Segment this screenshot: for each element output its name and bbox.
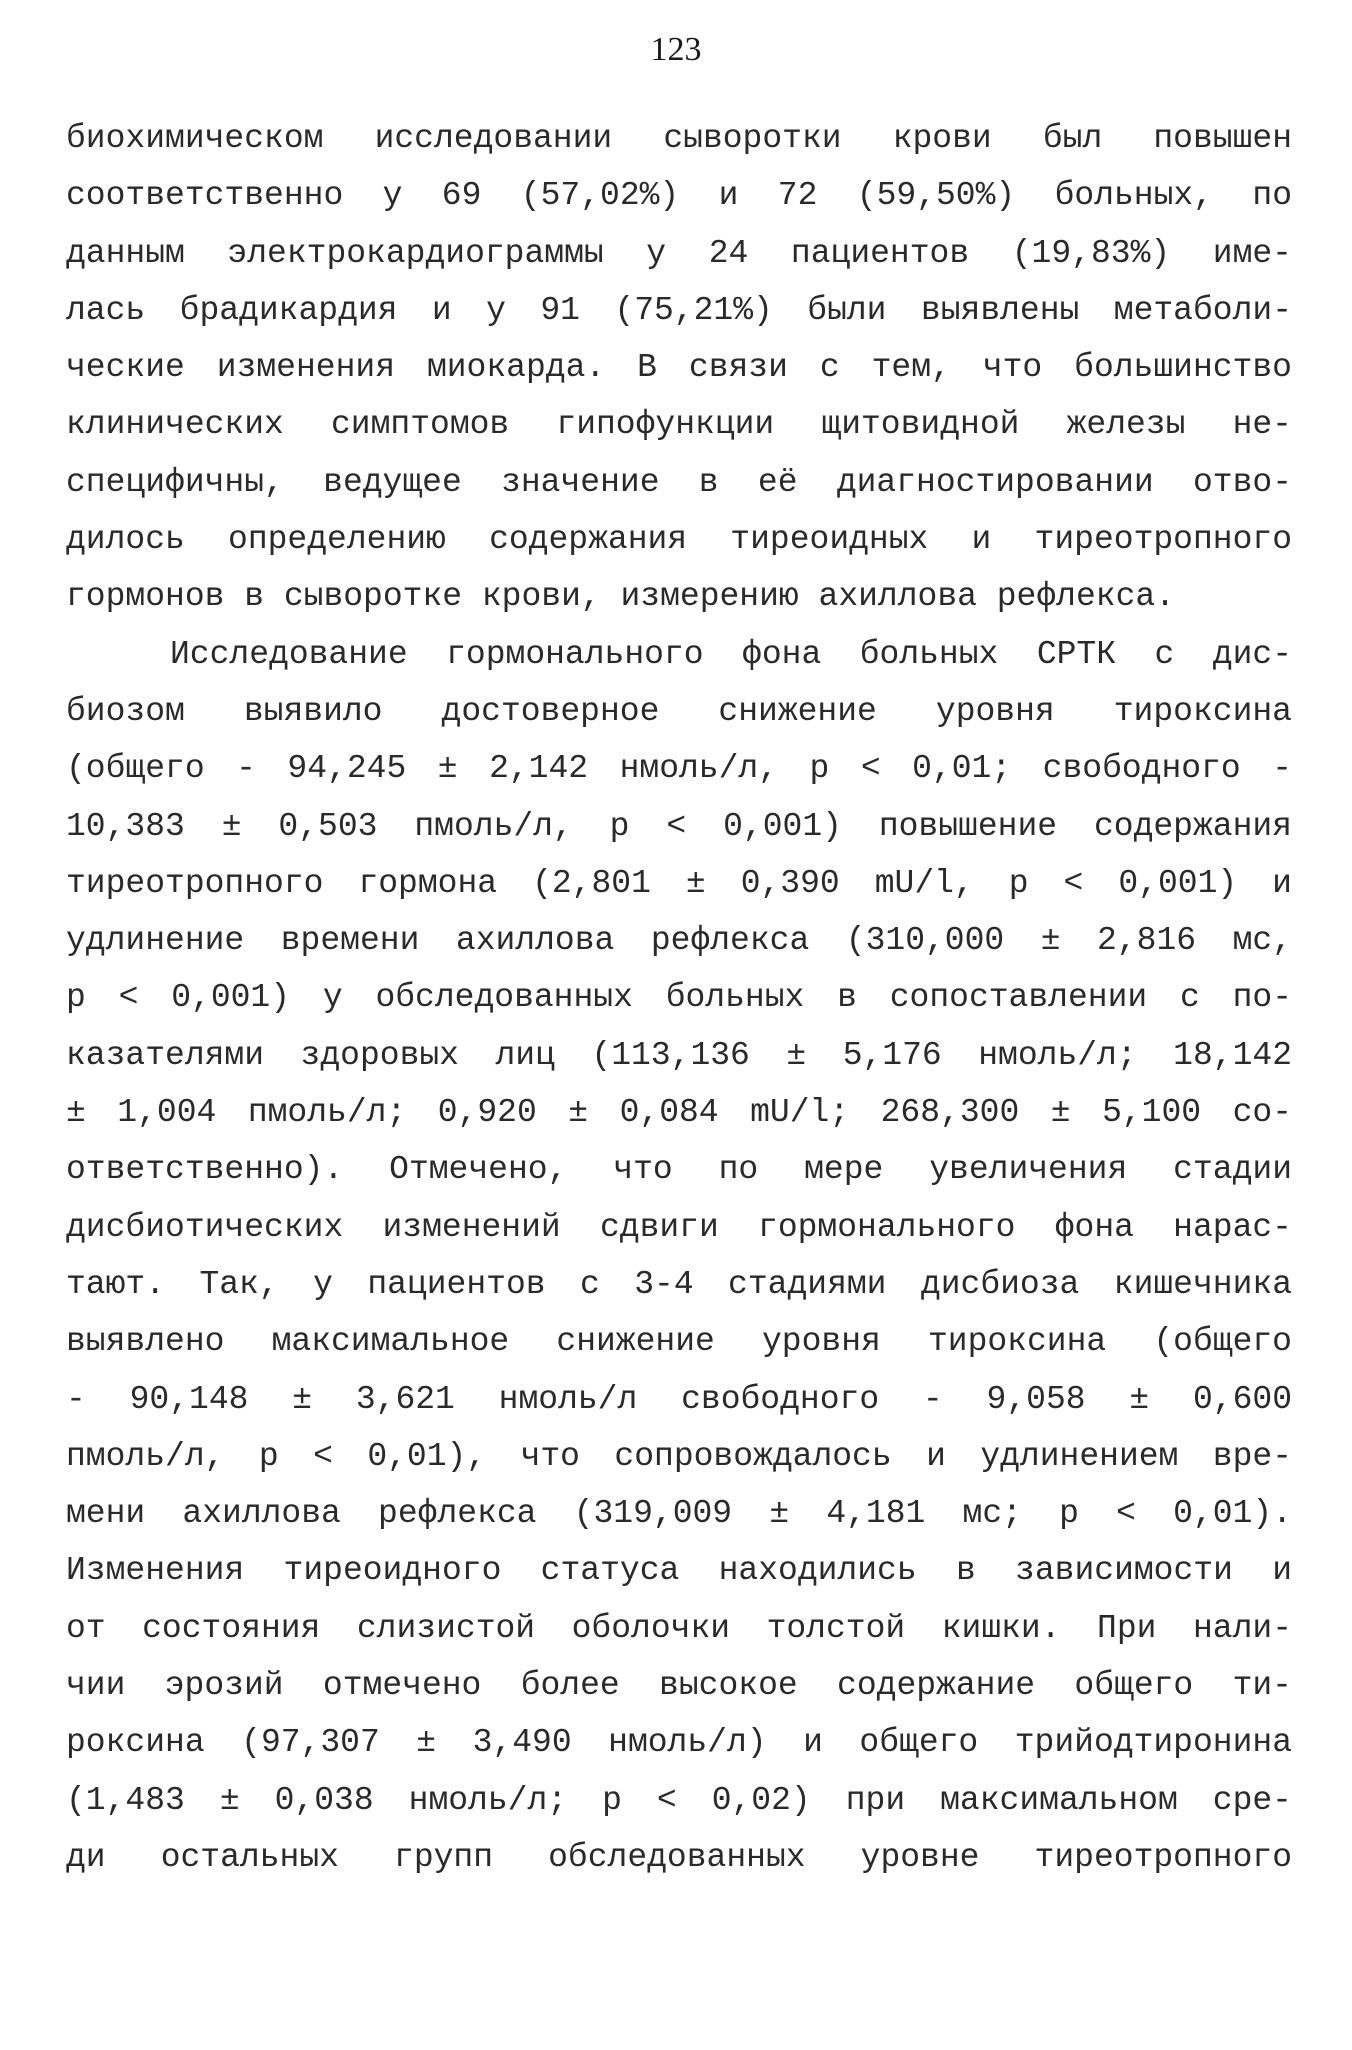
text-line: Исследование гормонального фона больных СРТК с дис- xyxy=(170,635,1292,673)
text-line: гормонов в сыворотке крови, измерению ахиллова рефлекса. xyxy=(66,578,1175,616)
text-line: дисбиотических изменений сдвиги гормонального фона нарас- xyxy=(66,1208,1292,1246)
text-line: соответственно у 69 (57,02%) и 72 (59,50%) больных, по xyxy=(66,177,1292,215)
text-line: специфичны, ведущее значение в её диагностировании отво- xyxy=(66,463,1292,501)
text-line: биозом выявило достоверное снижение уровня тироксина xyxy=(66,692,1292,730)
text-line: чии эрозий отмечено более высокое содержание общего ти- xyxy=(66,1667,1292,1705)
text-line: ди остальных групп обследованных уровне тиреотропного xyxy=(66,1838,1292,1876)
text-line: тиреотропного гормона (2,801 ± 0,390 mU/l, р < 0,001) и xyxy=(66,864,1292,902)
text-line: 10,383 ± 0,503 пмоль/л, р < 0,001) повышение содержания xyxy=(66,807,1292,845)
text-line: роксина (97,307 ± 3,490 нмоль/л) и общего трийодтиронина xyxy=(66,1724,1292,1762)
text-line: от состояния слизистой оболочки толстой кишки. При нали- xyxy=(66,1609,1292,1647)
text-line: мени ахиллова рефлекса (319,009 ± 4,181 мс; р < 0,01). xyxy=(66,1495,1292,1533)
text-line: р < 0,001) у обследованных больных в сопоставлении с по- xyxy=(66,979,1292,1017)
page-number: 123 xyxy=(650,31,702,68)
text-line: ческие изменения миокарда. В связи с тем, что большинство xyxy=(66,349,1292,387)
paragraph-1 xyxy=(66,110,1292,626)
text-line: тают. Так, у пациентов с 3-4 стадиями дисбиоза кишечника xyxy=(66,1265,1292,1303)
text-line: выявлено максимальное снижение уровня тироксина (общего xyxy=(66,1323,1292,1361)
text-line: - 90,148 ± 3,621 нмоль/л свободного - 9,058 ± 0,600 xyxy=(66,1380,1292,1418)
text-line: ответственно). Отмечено, что по мере увеличения стадии xyxy=(66,1151,1292,1189)
text-line: биохимическом исследовании сыворотки крови был повышен xyxy=(66,120,1292,157)
paragraph-2 xyxy=(66,626,1292,1887)
text-line: клинических симптомов гипофункции щитовидной железы не- xyxy=(66,406,1292,444)
text-line: дилось определению содержания тиреоидных и тиреотропного xyxy=(66,521,1292,559)
text-line: Изменения тиреоидного статуса находились в зависимости и xyxy=(66,1552,1292,1590)
text-line: (1,483 ± 0,038 нмоль/л; р < 0,02) при максимальном сре- xyxy=(66,1781,1292,1819)
text-line: пмоль/л, р < 0,01), что сопровождалось и удлинением вре- xyxy=(66,1437,1292,1475)
text-line: казателями здоровых лиц (113,136 ± 5,176 нмоль/л; 18,142 xyxy=(66,1036,1292,1074)
text-line: лась брадикардия и у 91 (75,21%) были выявлены метаболи- xyxy=(66,291,1292,329)
text-line: ± 1,004 пмоль/л; 0,920 ± 0,084 mU/l; 268,300 ± 5,100 со- xyxy=(66,1094,1292,1132)
text-line: данным электрокардиограммы у 24 пациентов (19,83%) име- xyxy=(66,234,1292,272)
body-text xyxy=(66,110,1292,1886)
text-line: удлинение времени ахиллова рефлекса (310,000 ± 2,816 мс, xyxy=(66,922,1292,960)
text-line: (общего - 94,245 ± 2,142 нмоль/л, р < 0,01; свободного - xyxy=(66,750,1292,788)
